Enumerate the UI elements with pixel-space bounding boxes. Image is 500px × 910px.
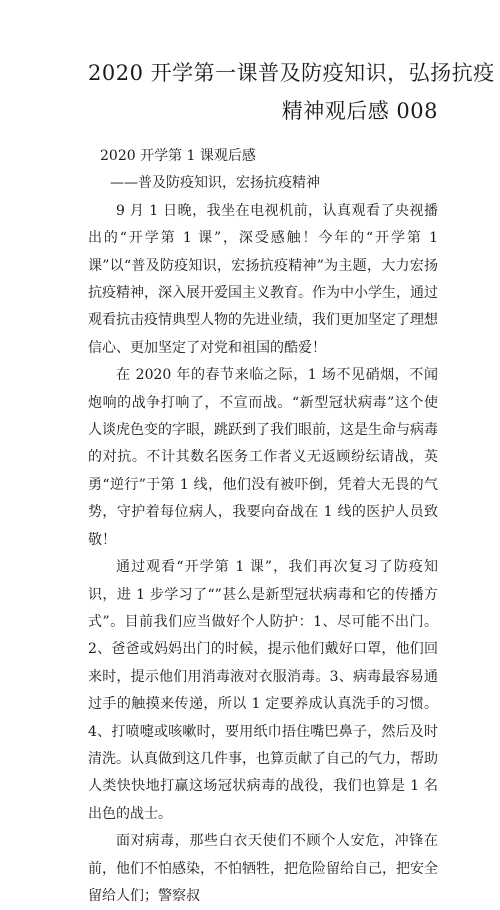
document-theme-line: ——普及防疫知识，宏扬抗疫精神	[110, 175, 320, 192]
paragraph-2: 在 2020 年的春节来临之际，1 场不见硝烟，不闻炮响的战争打响了，不宣而战。“新型冠状病毒”这个使人谈虎色变的字眼，跳跃到了我们眼前，这是生命与病毒的对抗。不计其数名医务工作者义无返顾纷纭请战，英勇“逆行”于第 1 线，他们没有被吓倒，凭着大无畏的气势，守护着每位病人，我要向奋战在 1 线的医护人员致敬！	[88, 367, 438, 548]
paragraph-3: 通过观看“开学第 1 课”，我们再次复习了防疫知识，进 1 步学习了“”甚么是新型冠状病毒和它的传播方式”。目前我们应当做好个人防护：1、尽可能不出门。2、爸爸或妈妈出门的时候，提示他们戴好口罩，他们回来时，提示他们用消毒液对衣服消毒。3、病毒最容易通过手的触摸来传递，所以 1 定要养成认真洗手的习惯。4、打喷嚏或咳嗽时，要用纸巾捂住嘴巴鼻子，然后及时清洗。认真做到这几件事，也算贡献了自己的气力，帮助人类快快地打赢这场冠状病毒的战役，我们也算是 1 名出色的战士。	[88, 559, 438, 822]
document-title-line-1: 2020 开学第一课普及防疫知识，弘扬抗疫	[88, 61, 495, 85]
paragraph-1: 9 月 1 日晚，我坐在电视机前，认真观看了央视播出的“开学第 1 课”，深受感触！今年的“开学第 1 课”以“普及防疫知识，宏扬抗疫精神”为主题，大力宏扬抗疫精神，深入展开爱国主义教育。作为中小学生，通过观看抗击疫情典型人物的先进业绩，我们更加坚定了理想信心、更加坚定了对党和祖国的酷爱！	[88, 202, 438, 356]
document-subtitle: 2020 开学第 1 课观后感	[100, 148, 256, 164]
document-body	[88, 143, 438, 910]
document-title-line-2: 精神观后感 008	[281, 99, 438, 123]
paragraph-4: 面对病毒，那些白衣天使们不顾个人安危，冲锋在前，他们不怕感染，不怕牺牲，把危险留给自己，把安全留给人们；警察叔	[88, 833, 438, 904]
document-title	[88, 56, 495, 128]
